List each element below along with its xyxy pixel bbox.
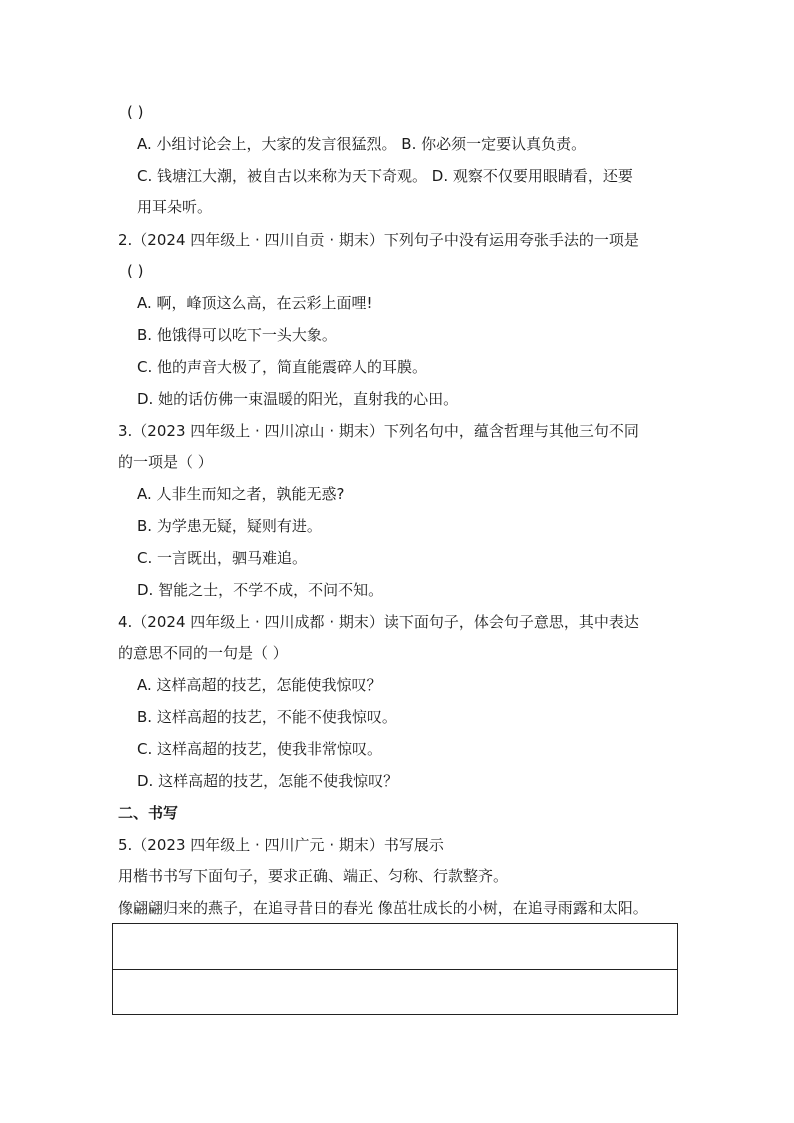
writing-box[interactable] [112,923,678,1015]
q4-option-a: A. 这样高超的技艺，怎能使我惊叹？ [137,676,382,694]
q3-stem-cont: 的一项是（ ） [118,453,213,471]
q2-option-b: B. 他饿得可以吃下一头大象。 [137,326,337,344]
q4-stem-cont: 的意思不同的一句是（ ） [118,644,288,662]
q2-option-a: A. 啊，峰顶这么高，在云彩上面哩! [137,294,373,312]
q5-stem: 5.（2023 四年级上 · 四川广元 · 期末）书写展示 [118,836,444,854]
q3-option-c: C. 一言既出，驷马难追。 [137,549,308,567]
section-heading: 二、书写 [118,804,179,822]
q1-answer-paren: ( ) [127,103,144,121]
q4-stem: 4.（2024 四年级上 · 四川成都 · 期末）读下面句子，体会句子意思，其中表达 [118,613,639,631]
q2-option-d: D. 她的话仿佛一束温暖的阳光，直射我的心田。 [137,390,459,408]
q1-option-d-cont: 用耳朵听。 [137,198,213,216]
q1-options-cd: C. 钱塘江大潮，被自古以来称为天下奇观。 D. 观察不仅要用眼睛看，还要 [137,167,633,185]
q3-option-b: B. 为学患无疑，疑则有进。 [137,517,322,535]
q4-option-c: C. 这样高超的技艺，使我非常惊叹。 [137,740,383,758]
writing-box-divider [113,969,677,970]
q3-stem: 3.（2023 四年级上 · 四川凉山 · 期末）下列名句中，蕴含哲理与其他三句不同 [118,422,639,440]
q2-option-c: C. 他的声音大极了，简直能震碎人的耳膜。 [137,358,428,376]
q2-answer-paren: ( ) [127,262,144,280]
q3-option-d: D. 智能之士，不学不成，不问不知。 [137,581,384,599]
q5-sentence: 像翩翩归来的燕子，在追寻昔日的春光 像茁壮成长的小树，在追寻雨露和太阳。 [118,899,648,917]
q1-options-ab: A. 小组讨论会上，大家的发言很猛烈。 B. 你必须一定要认真负责。 [137,135,587,153]
q4-option-b: B. 这样高超的技艺，不能不使我惊叹。 [137,708,397,726]
q4-option-d: D. 这样高超的技艺，怎能不使我惊叹？ [137,772,399,790]
q5-instruction: 用楷书书写下面句子，要求正确、端正、匀称、行款整齐。 [118,867,509,885]
q3-option-a: A. 人非生而知之者，孰能无惑? [137,485,345,503]
q2-stem: 2.（2024 四年级上 · 四川自贡 · 期末）下列句子中没有运用夸张手法的一项是 [118,231,639,249]
